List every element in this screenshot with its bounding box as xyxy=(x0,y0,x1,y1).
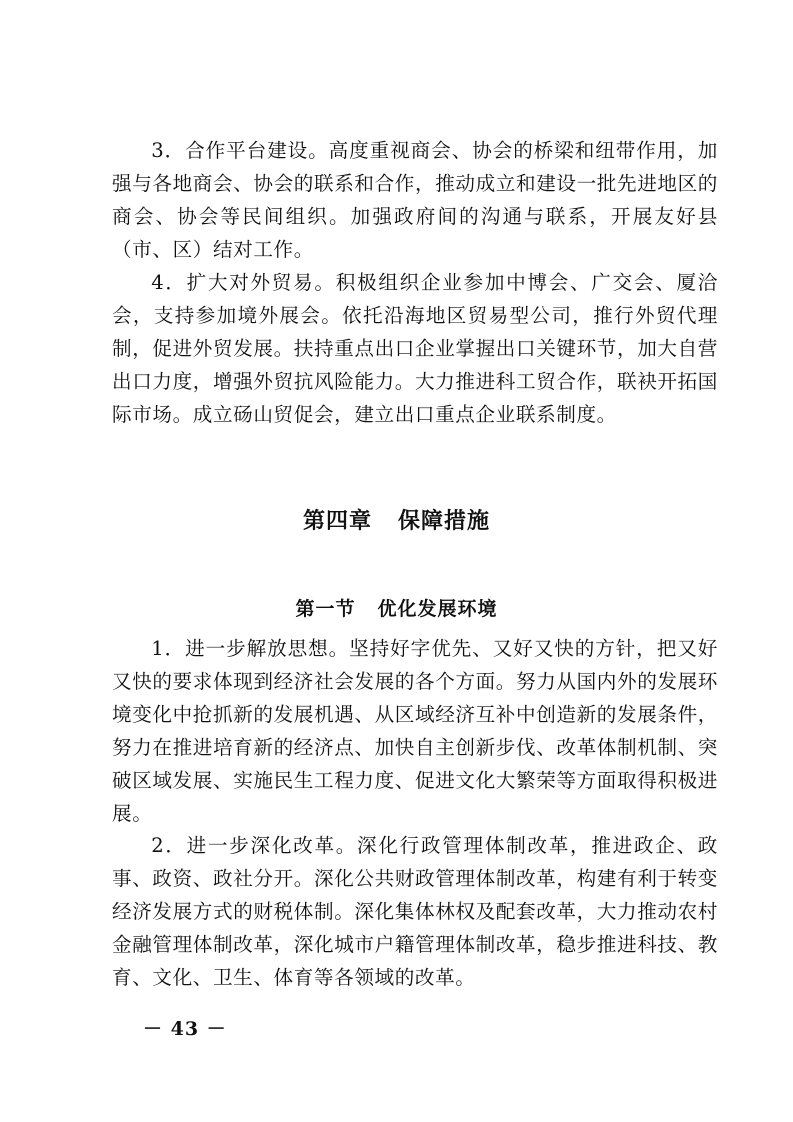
section-name: 优化发展环境 xyxy=(377,598,498,620)
paragraph-lead: 4．扩大对外贸易。 xyxy=(151,271,336,294)
paragraph-body: 积极组织企业参加中博会、广交会、厦洽会，支持参加境外展会。依托沿海地区贸易型公司，推行外贸代理制，促进外贸发展。扶持重点出口企业掌握出口关键环节，加大自营出口力度，增强外贸抗风险能力。大力推进科工贸合作，联袂开拓国际市场。成立砀山贸促会，建立出口重点企业联系制度。 xyxy=(112,271,718,426)
chapter-name: 保障措施 xyxy=(398,509,491,534)
paragraph-emancipate-mind xyxy=(112,632,718,830)
section-number: 第一节 xyxy=(295,598,356,620)
paragraph-body: 坚持好字优先、又好又快的方针，把又好又快的要求体现到经济社会发展的各个方面。努力从国内外的发展环境变化中抢抓新的发展机遇、从区域经济互补中创造新的发展条件，努力在推进培育新的经济点、加快自主创新步伐、改革体制机制、突破区域发展、实施民生工程力度、促进文化大繁荣等方面取得积极进展。 xyxy=(112,637,718,825)
paragraph-deepen-reform xyxy=(112,829,718,994)
paragraph-lead: 1．进一步解放思想。 xyxy=(151,637,350,660)
paragraph-lead: 3．合作平台建设。 xyxy=(151,139,329,162)
section-title xyxy=(0,594,793,621)
paragraph-body: 深化行政管理体制改革，推进政企、政事、政资、政社分开。深化公共财政管理体制改革，构建有利于转变经济发展方式的财税体制。深化集体林权及配套改革，大力推动农村金融管理体制改革，深化城市户籍管理体制改革，稳步推进科技、教育、文化、卫生、体育等各领域的改革。 xyxy=(112,834,719,989)
paragraph-foreign-trade xyxy=(112,266,718,431)
chapter-title xyxy=(0,504,793,535)
paragraph-cooperation-platform xyxy=(112,134,718,266)
paragraph-body: 高度重视商会、协会的桥梁和纽带作用，加强与各地商会、协会的联系和合作，推动成立和建设一批先进地区的商会、协会等民间组织。加强政府间的沟通与联系，开展友好县（市、区）结对工作。 xyxy=(112,139,718,261)
paragraph-lead: 2．进一步深化改革。 xyxy=(151,834,358,857)
page-number: － 43 － xyxy=(143,1018,227,1040)
chapter-number: 第四章 xyxy=(302,509,372,534)
